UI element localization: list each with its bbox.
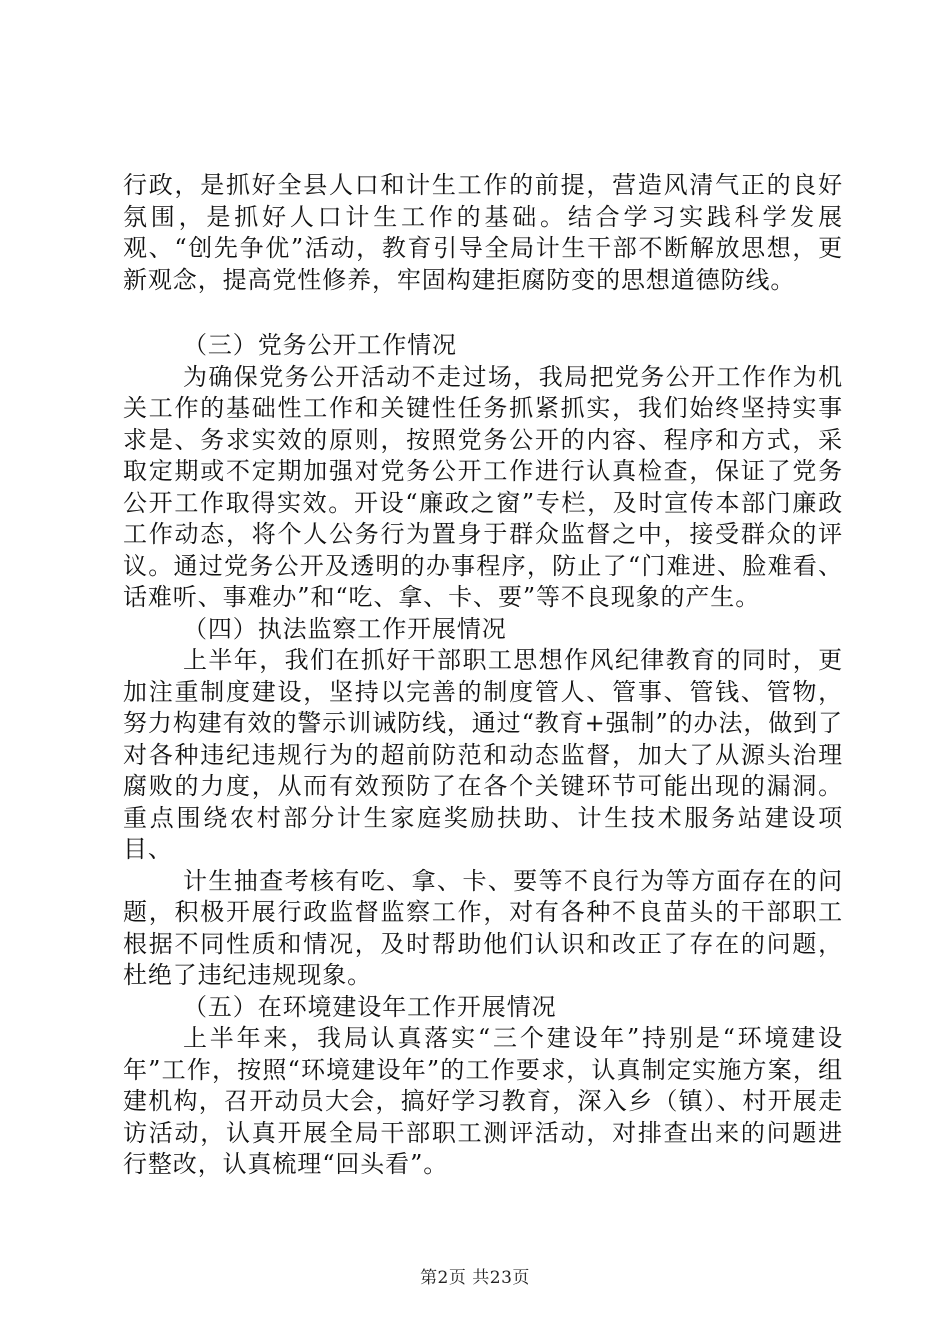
- section-heading-3: （三）党务公开工作情况: [183, 331, 457, 359]
- paragraph-supervision-continued: 计生抽查考核有吃、拿、卡、要等不良行为等方面存在的问题，积极开展行政监督监察工作，对有各种不良苗头的干部职工根据不同性质和情况，及时帮助他们认识和改正了存在的问题，杜绝了违纪违规现象。: [123, 866, 843, 989]
- document-body: [123, 170, 843, 1181]
- page-number-footer: 第2页 共23页: [420, 1268, 530, 1288]
- section-heading-5: （五）在环境建设年工作开展情况: [183, 992, 557, 1021]
- paragraph-supervision: 上半年，我们在抓好干部职工思想作风纪律教育的同时，更加注重制度建设，坚持以完善的制度管人、管事、管钱、管物，努力构建有效的警示训诫防线，通过“教育+强制”的办法，做到了对各种违纪违规行为的超前防范和动态监督，加大了从源头治理腐败的力度，从而有效预防了在各个关键环节可能出现的漏洞。重点围绕农村部分计生家庭奖励扶助、计生技术服务站建设项目、: [123, 646, 843, 863]
- paragraph-gap: [123, 296, 843, 330]
- paragraph-environment-year: 上半年来，我局认真落实“三个建设年”持别是“环境建设年”工作，按照“环境建设年”的工作要求，认真制定实施方案，组建机构，召开动员大会，搞好学习教育，深入乡（镇）、村开展走访活动，认真开展全局干部职工测评活动，对排查出来的问题进行整改，认真梳理“回头看”。: [123, 1024, 843, 1178]
- paragraph-party-affairs: 为确保党务公开活动不走过场，我局把党务公开工作作为机关工作的基础性工作和关键性任务抓紧抓实，我们始终坚持实事求是、务求实效的原则，按照党务公开的内容、程序和方式，采取定期或不定期加强对党务公开工作进行认真检查，保证了党务公开工作取得实效。开设“廉政之窗”专栏，及时宣传本部门廉政工作动态，将个人公务行为置身于群众监督之中，接受群众的评议。通过党务公开及透明的办事程序，防止了“门难进、脸难看、话难听、事难办”和“吃、拿、卡、要”等不良现象的产生。: [123, 362, 843, 611]
- section-heading-4: （四）执法监察工作开展情况: [183, 614, 507, 643]
- paragraph-continuation: 行政，是抓好全县人口和计生工作的前提，营造风清气正的良好氛围，是抓好人口计生工作的基础。结合学习实践科学发展观、“创先争优”活动，教育引导全局计生干部不断解放思想，更新观念，提高党性修养，牢固构建拒腐防变的思想道德防线。: [123, 171, 843, 294]
